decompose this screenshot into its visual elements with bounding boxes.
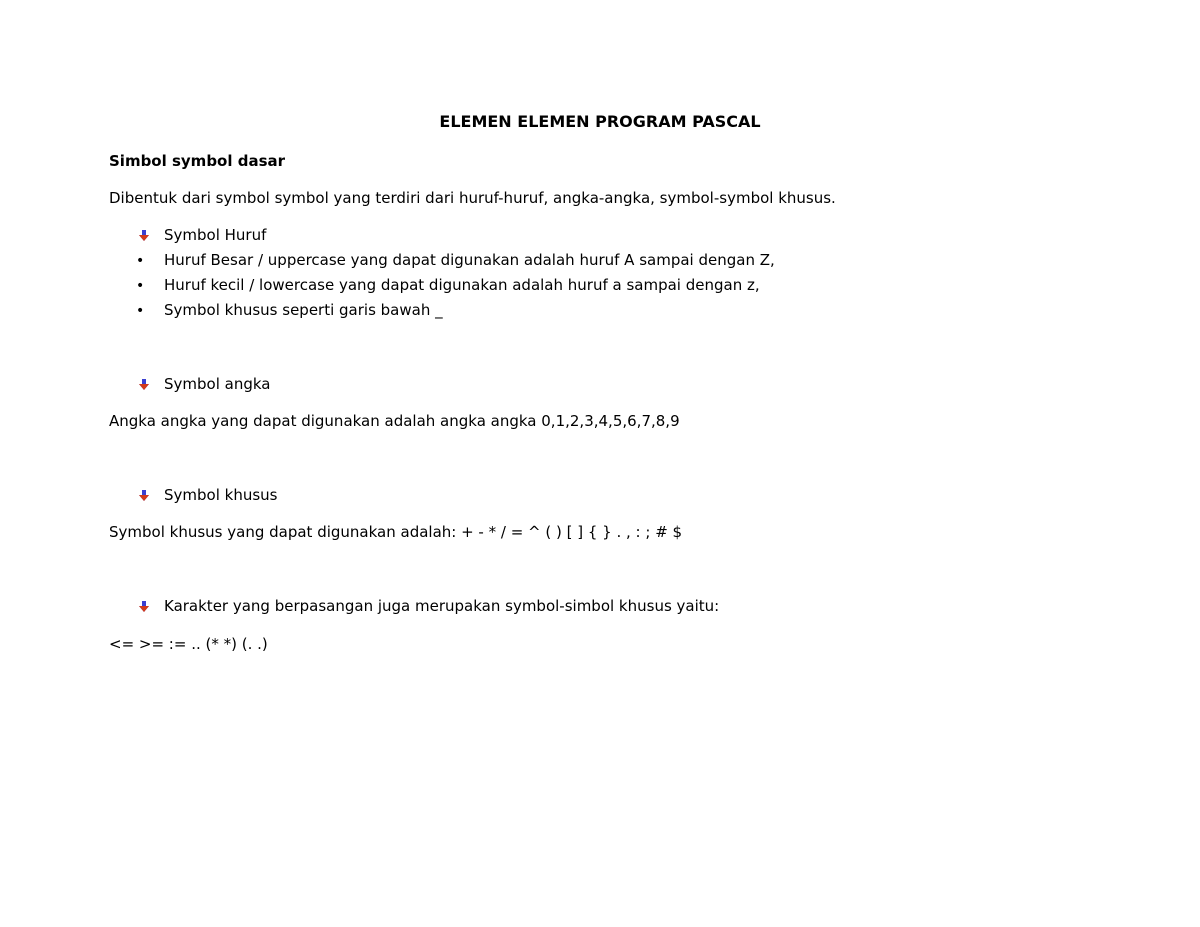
list-item-text: Huruf kecil / lowercase yang dapat digunakan adalah huruf a sampai dengan z, [164,276,760,294]
arrow-bullet-icon [136,230,164,242]
angka-paragraph: Angka angka yang dapat digunakan adalah angka angka 0,1,2,3,4,5,6,7,8,9 [109,412,680,430]
list-item [136,250,775,271]
dot-bullet-icon: • [136,303,145,319]
document-title: ELEMEN ELEMEN PROGRAM PASCAL [439,112,761,131]
list-item-text: Symbol khusus seperti garis bawah _ [164,301,443,319]
list-item-karakter-berpasangan [136,596,719,616]
arrow-bullet-icon [136,379,164,391]
khusus-paragraph: Symbol khusus yang dapat digunakan adalah: + - * / = ^ ( ) [ ] { } . , : ; # $ [109,523,683,541]
arrow-bullet-icon [136,601,164,613]
list-item-text: Huruf Besar / uppercase yang dapat digunakan adalah huruf A sampai dengan Z, [164,251,775,269]
list-item [136,275,760,296]
arrow-bullet-icon [136,490,164,502]
list-item-symbol-angka [136,374,270,394]
karakter-berpasangan-label: Karakter yang berpasangan juga merupakan symbol-simbol khusus yaitu: [164,597,720,615]
pasangan-paragraph: <= >= := .. (* *) (. .) [109,635,268,653]
intro-paragraph: Dibentuk dari symbol symbol yang terdiri dari huruf-huruf, angka-angka, symbol-symbol khusus. [109,189,836,207]
dot-bullet-icon: • [136,253,145,269]
symbol-khusus-label: Symbol khusus [164,486,278,504]
dot-bullet-icon: • [136,278,145,294]
list-item-symbol-khusus [136,485,277,505]
list-item-symbol-huruf [136,225,266,245]
section-heading: Simbol symbol dasar [109,152,286,170]
list-item [136,300,443,321]
symbol-angka-label: Symbol angka [164,375,271,393]
symbol-huruf-label: Symbol Huruf [164,226,267,244]
